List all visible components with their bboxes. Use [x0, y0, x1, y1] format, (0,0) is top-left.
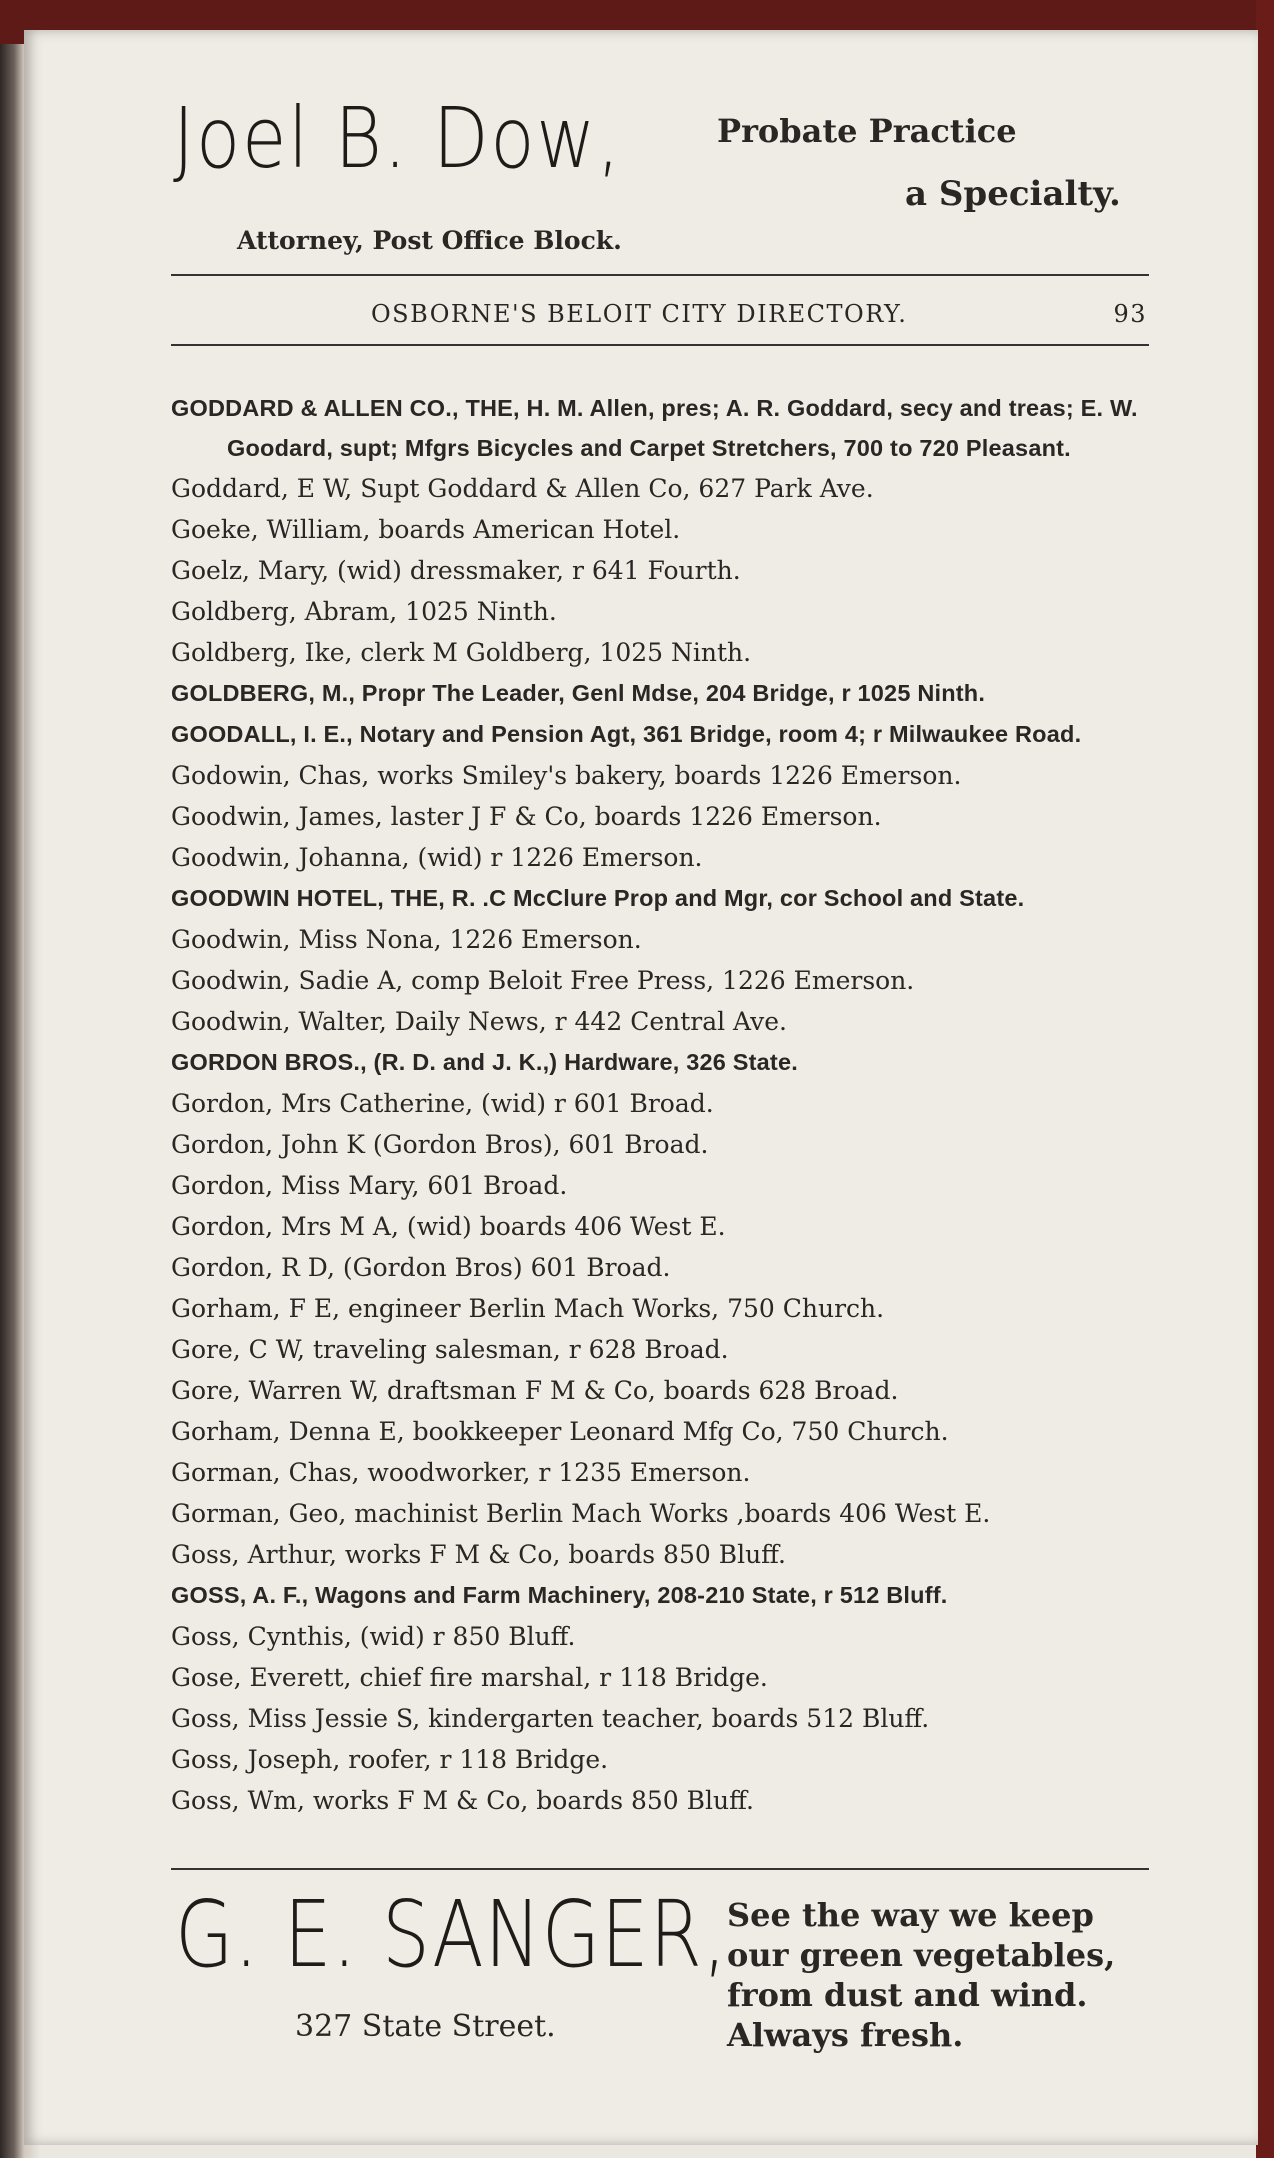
directory-entry-business: GODDARD & ALLEN CO., THE, H. M. Allen, pres; A. R. Goddard, secy and treas; E. W. Goodard, supt; Mfgrs Bicycles and Carpet Stretchers, 700 to 720 Pleasant.: [171, 395, 1138, 461]
footer-ad-name: G. E. SANGER,: [175, 1881, 728, 1988]
directory-entry: Goeke, William, boards American Hotel.: [171, 515, 681, 544]
footer-rule: [171, 1868, 1149, 1870]
header-ad-line1: Probate Practice: [717, 112, 1017, 150]
directory-entry: Goddard, E W, Supt Goddard & Allen Co, 627 Park Ave.: [171, 474, 874, 503]
directory-entry: Goss, Cynthis, (wid) r 850 Bluff.: [171, 1622, 576, 1651]
header-rule-bottom: [171, 344, 1149, 346]
directory-entry: Goldberg, Abram, 1025 Ninth.: [171, 597, 557, 626]
page-number: 93: [1113, 300, 1147, 328]
footer-ad-slogan: [727, 1895, 1115, 2055]
footer-advertisement: [171, 1871, 1151, 2071]
directory-entry-business: GOLDBERG, M., Propr The Leader, Genl Mdse, 204 Bridge, r 1025 Ninth.: [171, 680, 986, 706]
directory-entry: Goss, Joseph, roofer, r 118 Bridge.: [171, 1745, 609, 1774]
directory-entry-business: GOODALL, I. E., Notary and Pension Agt, 361 Bridge, room 4; r Milwaukee Road.: [171, 721, 1082, 747]
slogan-line: our green vegetables,: [727, 1936, 1116, 1974]
directory-entry: Goodwin, Walter, Daily News, r 442 Central Ave.: [171, 1007, 787, 1036]
directory-entry: Goodwin, Sadie A, comp Beloit Free Press, 1226 Emerson.: [171, 966, 915, 995]
header-ad-subtitle: Attorney, Post Office Block.: [237, 226, 622, 255]
directory-entries: [171, 388, 1161, 1821]
header-ad-name: Joel B. Dow,: [173, 89, 622, 187]
directory-entry: Goss, Miss Jessie S, kindergarten teacher, boards 512 Bluff.: [171, 1704, 930, 1733]
header-ad-line2: a Specialty.: [905, 174, 1121, 214]
directory-entry: Goodwin, Johanna, (wid) r 1226 Emerson.: [171, 843, 703, 872]
header-advertisement: [167, 78, 1153, 255]
slogan-line: from dust and wind.: [727, 1976, 1088, 2014]
directory-entry: Gordon, John K (Gordon Bros), 601 Broad.: [171, 1130, 709, 1159]
header-rule-top: [171, 274, 1149, 276]
directory-entry: Gore, Warren W, draftsman F M & Co, boards 628 Broad.: [171, 1376, 899, 1405]
slogan-line: See the way we keep: [727, 1896, 1094, 1934]
directory-entry: Gordon, Mrs Catherine, (wid) r 601 Broad.: [171, 1089, 714, 1118]
directory-entry: Goodwin, James, laster J F & Co, boards 1226 Emerson.: [171, 802, 882, 831]
directory-entry: Goss, Arthur, works F M & Co, boards 850 Bluff.: [171, 1540, 787, 1569]
footer-ad-address: 327 State Street.: [295, 2009, 556, 2044]
directory-entry: Gorman, Geo, machinist Berlin Mach Works ,boards 406 West E.: [171, 1499, 991, 1528]
directory-entry: Gose, Everett, chief fire marshal, r 118 Bridge.: [171, 1663, 768, 1692]
directory-entry: Gordon, Miss Mary, 601 Broad.: [171, 1171, 568, 1200]
directory-entry: Goelz, Mary, (wid) dressmaker, r 641 Fourth.: [171, 556, 741, 585]
directory-entry: Goss, Wm, works F M & Co, boards 850 Bluff.: [171, 1786, 754, 1815]
directory-entry: Godowin, Chas, works Smiley's bakery, boards 1226 Emerson.: [171, 761, 962, 790]
directory-entry: Gordon, R D, (Gordon Bros) 601 Broad.: [171, 1253, 671, 1282]
directory-entry: Goodwin, Miss Nona, 1226 Emerson.: [171, 925, 642, 954]
directory-entry: Gore, C W, traveling salesman, r 628 Broad.: [171, 1335, 729, 1364]
directory-entry-business: GOODWIN HOTEL, THE, R. .C McClure Prop and Mgr, cor School and State.: [171, 885, 1025, 911]
directory-entry: Goldberg, Ike, clerk M Goldberg, 1025 Ninth.: [171, 638, 752, 667]
book-cover-right-edge: [1256, 0, 1274, 2158]
directory-entry: Gorham, F E, engineer Berlin Mach Works, 750 Church.: [171, 1294, 885, 1323]
running-head-title: OSBORNE'S BELOIT CITY DIRECTORY.: [371, 300, 908, 328]
directory-entry-business: GORDON BROS., (R. D. and J. K.,) Hardware, 326 State.: [171, 1049, 798, 1075]
directory-page: [24, 30, 1258, 2145]
directory-entry-business: GOSS, A. F., Wagons and Farm Machinery, 208-210 State, r 512 Bluff.: [171, 1582, 948, 1608]
slogan-line: Always fresh.: [727, 2016, 964, 2054]
directory-entry: Gorham, Denna E, bookkeeper Leonard Mfg Co, 750 Church.: [171, 1417, 949, 1446]
directory-entry: Gorman, Chas, woodworker, r 1235 Emerson.: [171, 1458, 751, 1487]
directory-entry: Gordon, Mrs M A, (wid) boards 406 West E.: [171, 1212, 726, 1241]
page-content: [167, 78, 1153, 2054]
